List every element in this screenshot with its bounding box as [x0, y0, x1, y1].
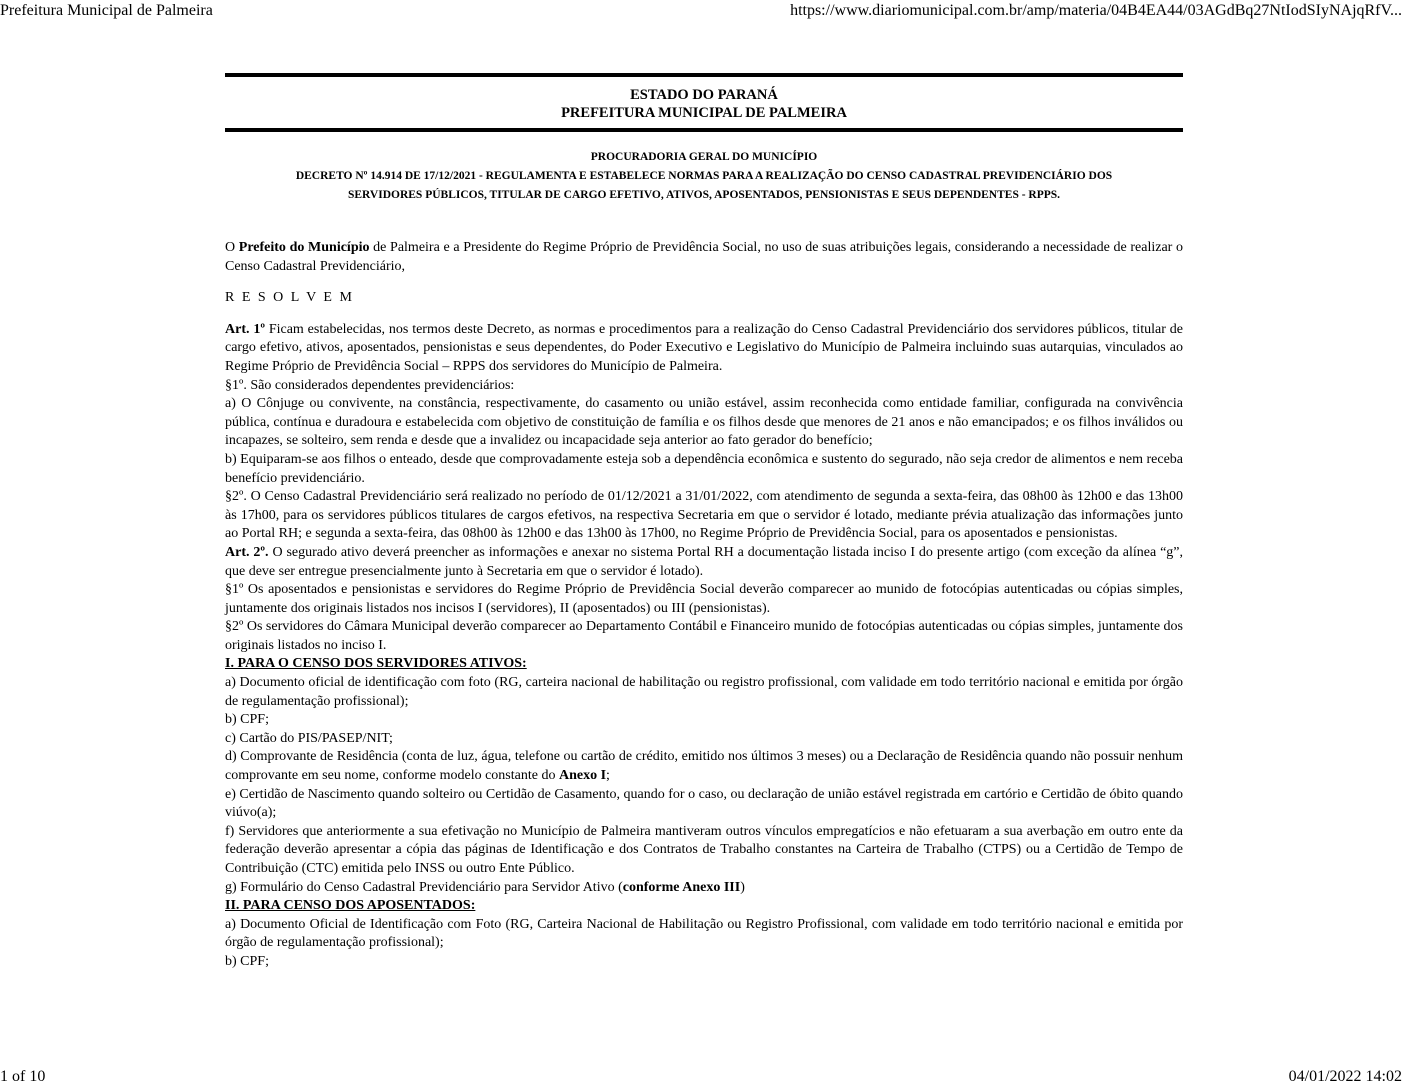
- print-datetime: 04/01/2022 14:02: [1288, 1068, 1402, 1085]
- section-1-item-c: c) Cartão do PIS/PASEP/NIT;: [225, 730, 393, 746]
- item-g-end: ): [740, 879, 745, 895]
- article-2-text: O segurado ativo deverá preencher as informações e anexar no sistema Portal RH a documentação listada inciso I do presente artigo (com exceção da alínea “g”, que deve ser entregue presencialmente junto à Secretaria em que o servidor é lotado).: [225, 544, 1184, 579]
- decree-title-line2: SERVIDORES PÚBLICOS, TITULAR DE CARGO EFETIVO, ATIVOS, APOSENTADOS, PENSIONISTAS E SEUS DEPENDENTES - RPPS.: [347, 189, 1061, 201]
- intro-text: de Palmeira e a Presidente do Regime Próprio de Previdência Social, no uso de suas atribuições legais, considerando a necessidade de realizar o Censo Cadastral Previdenciário,: [225, 240, 1183, 274]
- masthead: [225, 77, 1183, 128]
- print-header: [0, 2, 1408, 24]
- article-2-label: Art. 2º.: [225, 544, 269, 560]
- article-1-label: Art. 1º: [225, 321, 265, 337]
- item-d-end: ;: [606, 768, 610, 784]
- department-name: PROCURADORIA GERAL DO MUNICÍPIO: [590, 151, 818, 163]
- decree-body: [225, 239, 1183, 972]
- item-g-annex: conforme Anexo III: [622, 879, 741, 895]
- print-footer: [0, 1064, 1408, 1086]
- prefecture-name: PREFEITURA MUNICIPAL DE PALMEIRA: [561, 105, 847, 121]
- section-1-item-e: e) Certidão de Nascimento quando solteiro ou Certidão de Casamento, quando for o caso, ou declaração de união estável registrada em cartório e Certidão de óbito quando viúvo(a);: [225, 786, 1183, 821]
- section-1-item-f: f) Servidores que anteriormente a sua efetivação no Município de Palmeira mantiveram outros vínculos empregatícios e não efetuaram a sua averbação em outro ente da federação deverão apresentar a cópia das páginas de Identificação e dos Contratos de Trabalho constantes na Carteira de Trabalho (CTPS) ou a Certidão de Tempo de Contribuição (CTC) emitida pelo INSS ou outro Ente Público.: [225, 823, 1183, 876]
- intro-paragraph: [225, 239, 1183, 276]
- intro-prefix: O: [225, 240, 239, 255]
- item-g-text: g) Formulário do Censo Cadastral Previdenciário para Servidor Ativo (: [225, 879, 623, 895]
- article-2: [225, 544, 1183, 581]
- article-1-item-a: a) O Cônjuge ou convivente, na constância, respectivamente, do casamento ou união estável, assim reconhecida como entidade familiar, configurada na convivência pública, contínua e duradoura e estabelecida com objetivo de constituição de família e os filhos desde que menores de 21 anos e não emancipados; e os filhos inválidos ou incapazes, se solteiro, sem renda e desde que a invalidez ou incapacidade seja anterior ao fato gerador do benefício;: [225, 396, 1183, 449]
- item-d-text: d) Comprovante de Residência (conta de luz, água, telefone ou cartão de crédito, emitido nos últimos 3 meses) ou a Declaração de Residência quando não possuir nenhum comprovante em seu nome, conforme modelo constante do: [225, 749, 1183, 784]
- bottom-rule: [225, 128, 1183, 132]
- article-1-item-b: b) Equiparam-se aos filhos o enteado, desde que comprovadamente esteja sob a dependência econômica e sustento do segurado, não seja credor de alimentos e nem receba benefício previdenciário.: [225, 451, 1183, 486]
- article-1-paragraph-1: §1º. São considerados dependentes previdenciários:: [225, 377, 515, 393]
- section-1-item-a: a) Documento oficial de identificação com foto (RG, carteira nacional de habilitação ou registro profissional, com validade em todo território nacional e emitida por órgão de regulamentação profissional);: [225, 675, 1183, 709]
- section-1-title: I. PARA O CENSO DOS SERVIDORES ATIVOS:: [225, 656, 527, 672]
- intro-bold: Prefeito do Município: [238, 240, 370, 255]
- item-d-annex: Anexo I: [558, 768, 607, 784]
- page-indicator: 1 of 10: [0, 1068, 46, 1085]
- state-name: ESTADO DO PARANÁ: [630, 87, 778, 103]
- section-1-item-g: [225, 879, 1183, 898]
- decree-header: [225, 148, 1183, 205]
- article-2-paragraph-1: §1º Os aposentados e pensionistas e servidores do Regime Próprio de Previdência Social deverão comparecer ao munido de fotocópias autenticadas ou cópias simples, juntamente dos originais listados nos incisos I (servidores), II (aposentados) ou III (pensionistas).: [225, 582, 1183, 616]
- document: [225, 73, 1183, 972]
- resolvem: R E S O L V E M: [225, 290, 354, 306]
- decree-title-line1: DECRETO Nº 14.914 DE 17/12/2021 - REGULAMENTA E ESTABELECE NORMAS PARA A REALIZAÇÃO DO CENSO CADASTRAL PREVIDENCIÁRIO DOS: [295, 170, 1113, 182]
- section-2-item-a: a) Documento Oficial de Identificação com Foto (RG, Carteira Nacional de Habilitação ou Registro Profissional, com validade em todo território nacional e emitida por órgão de regulamentação profissional);: [225, 916, 1183, 951]
- page-url: https://www.diariomunicipal.com.br/amp/materia/04B4EA44/03AGdBq27NtIodSIyNAjqRfV...: [790, 2, 1402, 19]
- article-1-paragraph-2: §2º. O Censo Cadastral Previdenciário será realizado no período de 01/12/2021 a 31/01/2022, com atendimento de segunda a sexta-feira, das 08h00 às 12h00 e das 13h00 às 17h00, para os servidores públicos titulares de cargos efetivos, na respectiva Secretaria em que o servidor é lotado, mediante prévia atualização das informações junto ao Portal RH; e segunda a sexta-feira, das 08h00 às 12h00 e das 13h00 às 17h00, no Regime Próprio de Previdência Social, para os aposentados e pensionistas.: [225, 489, 1183, 542]
- section-1-item-b: b) CPF;: [225, 712, 269, 728]
- article-2-paragraph-2: §2º Os servidores do Câmara Municipal deverão comparecer ao Departamento Contábil e Financeiro munido de fotocópias autenticadas ou cópias simples, juntamente dos originais listados no inciso I.: [225, 619, 1183, 653]
- page-title: Prefeitura Municipal de Palmeira: [0, 2, 213, 19]
- article-1-text: Ficam estabelecidas, nos termos deste Decreto, as normas e procedimentos para a realização do Censo Cadastral Previdenciário dos servidores públicos, titular de cargo efetivo, ativos, aposentados, pensionistas e seus dependentes, do Poder Executivo e Legislativo do Município de Palmeira incluindo suas autarquias, vinculados ao Regime Próprio de Previdência Social – RPPS dos servidores do Município de Palmeira.: [225, 321, 1183, 374]
- article-1: [225, 321, 1183, 377]
- section-2-item-b: b) CPF;: [225, 953, 269, 969]
- section-1-item-d: [225, 748, 1183, 785]
- section-2-title: II. PARA CENSO DOS APOSENTADOS:: [225, 898, 476, 914]
